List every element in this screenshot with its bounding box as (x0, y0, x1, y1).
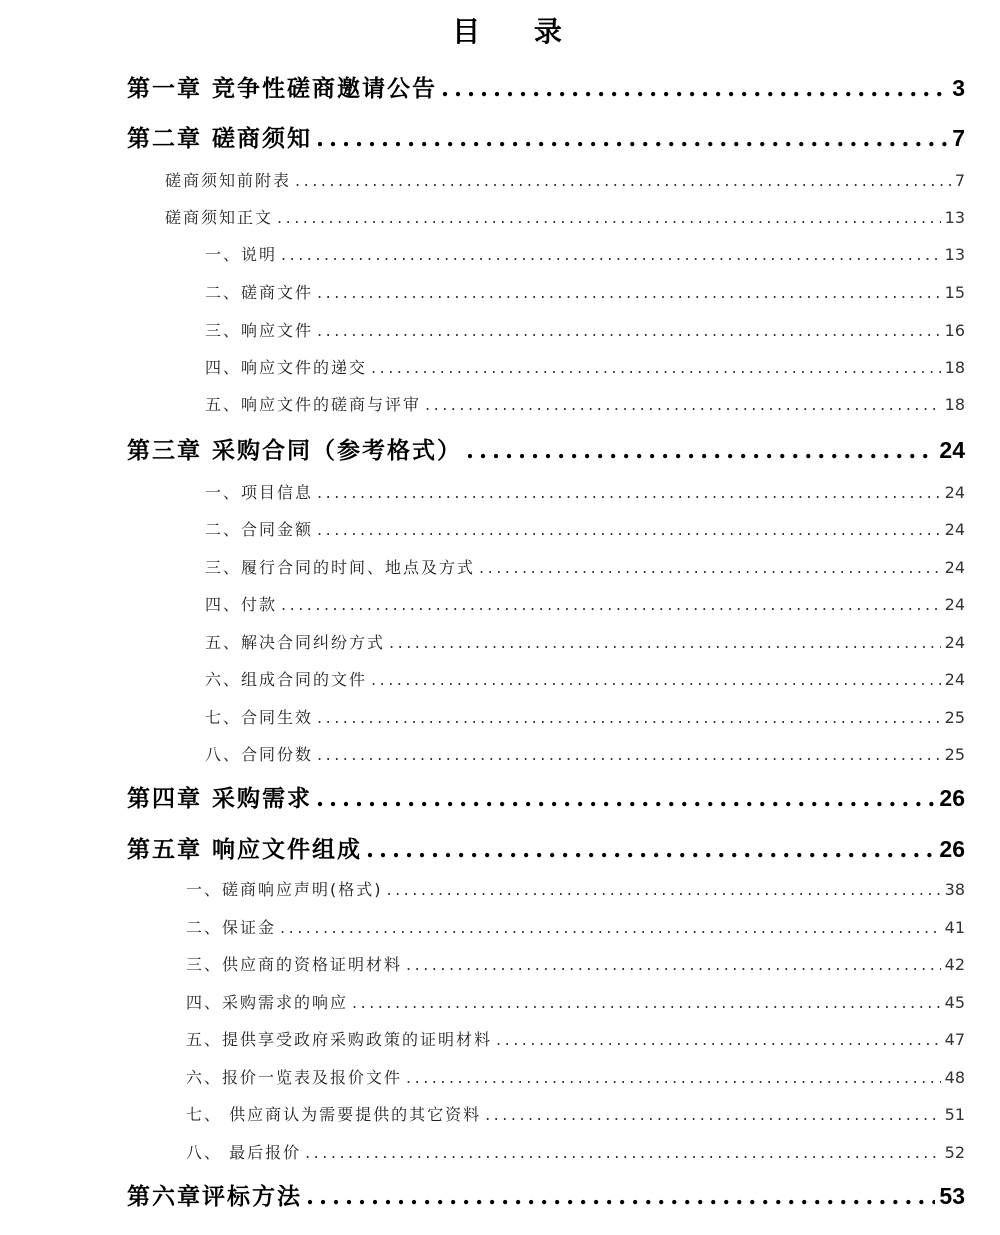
toc-page-number: 45 (944, 993, 965, 1012)
toc-section-entry[interactable] (186, 1027, 965, 1049)
toc-section-entry[interactable] (205, 705, 965, 727)
toc-section-entry[interactable] (205, 555, 965, 577)
toc-entry-title: 六、报价一览表及报价文件 (186, 1068, 403, 1087)
toc-entry-title: 五、提供享受政府采购政策的证明材料 (186, 1030, 493, 1049)
toc-chapter-entry[interactable] (127, 831, 965, 861)
toc-section-entry[interactable] (186, 1102, 965, 1124)
toc-page-number: 15 (944, 283, 965, 302)
toc-entry-title: 磋商须知正文 (165, 208, 274, 227)
toc-entry-title: 八、合同份数 (205, 745, 314, 764)
toc-entry-title: 五、响应文件的磋商与评审 (205, 395, 422, 414)
toc-dot-leader (352, 993, 941, 1012)
toc-page-number: 24 (939, 437, 965, 463)
toc-section-entry[interactable] (205, 392, 965, 414)
toc-section-entry[interactable] (205, 667, 965, 689)
toc-dot-leader (496, 1030, 941, 1049)
toc-entry-title: 一、说明 (205, 245, 278, 264)
toc-page-number: 41 (944, 918, 965, 937)
toc-dot-leader (305, 1143, 941, 1162)
toc-dot-leader (479, 558, 941, 577)
toc-dot-leader (371, 358, 941, 377)
toc-page-number: 53 (939, 1183, 965, 1209)
toc-section-entry[interactable] (186, 1140, 965, 1162)
toc-entry-title: 四、采购需求的响应 (186, 993, 349, 1012)
toc-entry-title: 七、 供应商认为需要提供的其它资料 (186, 1105, 482, 1124)
toc-dot-leader (441, 75, 948, 102)
toc-section-entry[interactable] (205, 517, 965, 539)
toc-dot-leader (317, 520, 941, 539)
page-title: 目 录 (452, 15, 584, 48)
toc-dot-leader (387, 880, 941, 899)
toc-chapter-entry[interactable] (127, 780, 965, 810)
toc-section-entry[interactable] (186, 990, 965, 1012)
toc-section-entry[interactable] (205, 592, 965, 614)
toc-page-number: 18 (944, 395, 965, 414)
toc-section-entry[interactable] (205, 355, 965, 377)
toc-dot-leader (485, 1105, 941, 1124)
toc-dot-leader (406, 955, 941, 974)
toc-dot-leader (389, 633, 941, 652)
toc-page-number: 52 (944, 1143, 965, 1162)
toc-entry-title: 三、履行合同的时间、地点及方式 (205, 558, 476, 577)
toc-page-number: 47 (944, 1030, 965, 1049)
toc-page-number: 42 (944, 955, 965, 974)
toc-entry-title: 二、合同金额 (205, 520, 314, 539)
toc-page-number: 3 (952, 75, 965, 101)
toc-dot-leader (466, 437, 935, 464)
toc-entry-title: 磋商须知前附表 (165, 171, 292, 190)
toc-page-number: 24 (944, 670, 965, 689)
toc-chapter-entry[interactable] (127, 1178, 965, 1208)
toc-entry-title: 第一章 竞争性磋商邀请公告 (127, 75, 438, 102)
toc-entry-title: 第六章评标方法 (127, 1183, 302, 1210)
toc-section-entry[interactable] (186, 1065, 965, 1087)
toc-page-number: 51 (944, 1105, 965, 1124)
toc-chapter-entry[interactable] (127, 70, 965, 100)
toc-dot-leader (281, 595, 941, 614)
toc-page-number: 18 (944, 358, 965, 377)
toc-dot-leader (316, 785, 935, 812)
toc-entry-title: 七、合同生效 (205, 708, 314, 727)
toc-section-entry[interactable] (165, 168, 965, 190)
toc-dot-leader (316, 125, 948, 152)
toc-entry-title: 四、付款 (205, 595, 278, 614)
toc-section-entry[interactable] (186, 877, 965, 899)
toc-entry-title: 一、项目信息 (205, 483, 314, 502)
toc-page-number: 24 (944, 520, 965, 539)
toc-section-entry[interactable] (205, 318, 965, 340)
toc-entry-title: 八、 最后报价 (186, 1143, 302, 1162)
toc-page-number: 13 (944, 245, 965, 264)
toc-page-number: 24 (944, 595, 965, 614)
toc-entry-title: 二、磋商文件 (205, 283, 314, 302)
toc-entry-title: 四、响应文件的递交 (205, 358, 368, 377)
toc-page-number: 24 (944, 483, 965, 502)
toc-section-entry[interactable] (205, 280, 965, 302)
toc-entry-title: 一、磋商响应声明(格式) (186, 880, 383, 899)
toc-page-number: 25 (944, 745, 965, 764)
toc-entry-title: 第三章 采购合同（参考格式） (127, 437, 463, 464)
toc-page-number: 26 (939, 785, 965, 811)
toc-page-number: 25 (944, 708, 965, 727)
toc-section-entry[interactable] (165, 205, 965, 227)
toc-page-number: 7 (952, 125, 965, 151)
toc-dot-leader (366, 836, 935, 863)
toc-dot-leader (306, 1183, 935, 1210)
toc-section-entry[interactable] (205, 242, 965, 264)
toc-dot-leader (317, 283, 941, 302)
toc-entry-title: 六、组成合同的文件 (205, 670, 368, 689)
toc-page-number: 26 (939, 836, 965, 862)
toc-dot-leader (317, 745, 941, 764)
toc-dot-leader (317, 483, 941, 502)
toc-dot-leader (317, 708, 941, 727)
toc-entry-title: 三、响应文件 (205, 321, 314, 340)
toc-chapter-entry[interactable] (127, 120, 965, 150)
toc-page-number: 13 (944, 208, 965, 227)
toc-page-number: 48 (944, 1068, 965, 1087)
toc-chapter-entry[interactable] (127, 432, 965, 462)
toc-page-number: 16 (944, 321, 965, 340)
toc-section-entry[interactable] (205, 630, 965, 652)
toc-dot-leader (406, 1068, 941, 1087)
toc-page-number: 24 (944, 558, 965, 577)
toc-page-number: 24 (944, 633, 965, 652)
toc-dot-leader (371, 670, 941, 689)
toc-entry-title: 第四章 采购需求 (127, 785, 313, 812)
toc-section-entry[interactable] (205, 742, 965, 764)
toc-dot-leader (280, 918, 941, 937)
toc-dot-leader (425, 395, 941, 414)
toc-section-entry[interactable] (186, 952, 965, 974)
toc-section-entry[interactable] (205, 480, 965, 502)
toc-entry-title: 五、解决合同纠纷方式 (205, 633, 386, 652)
toc-entry-title: 三、供应商的资格证明材料 (186, 955, 403, 974)
toc-page-number: 38 (944, 880, 965, 899)
toc-dot-leader (277, 208, 941, 227)
toc-entry-title: 第二章 磋商须知 (127, 125, 313, 152)
toc-dot-leader (295, 171, 951, 190)
toc-entry-title: 第五章 响应文件组成 (127, 836, 363, 863)
toc-dot-leader (317, 321, 941, 340)
toc-section-entry[interactable] (186, 915, 965, 937)
toc-page-number: 7 (954, 171, 965, 190)
toc-dot-leader (281, 245, 941, 264)
toc-entry-title: 二、保证金 (186, 918, 277, 937)
